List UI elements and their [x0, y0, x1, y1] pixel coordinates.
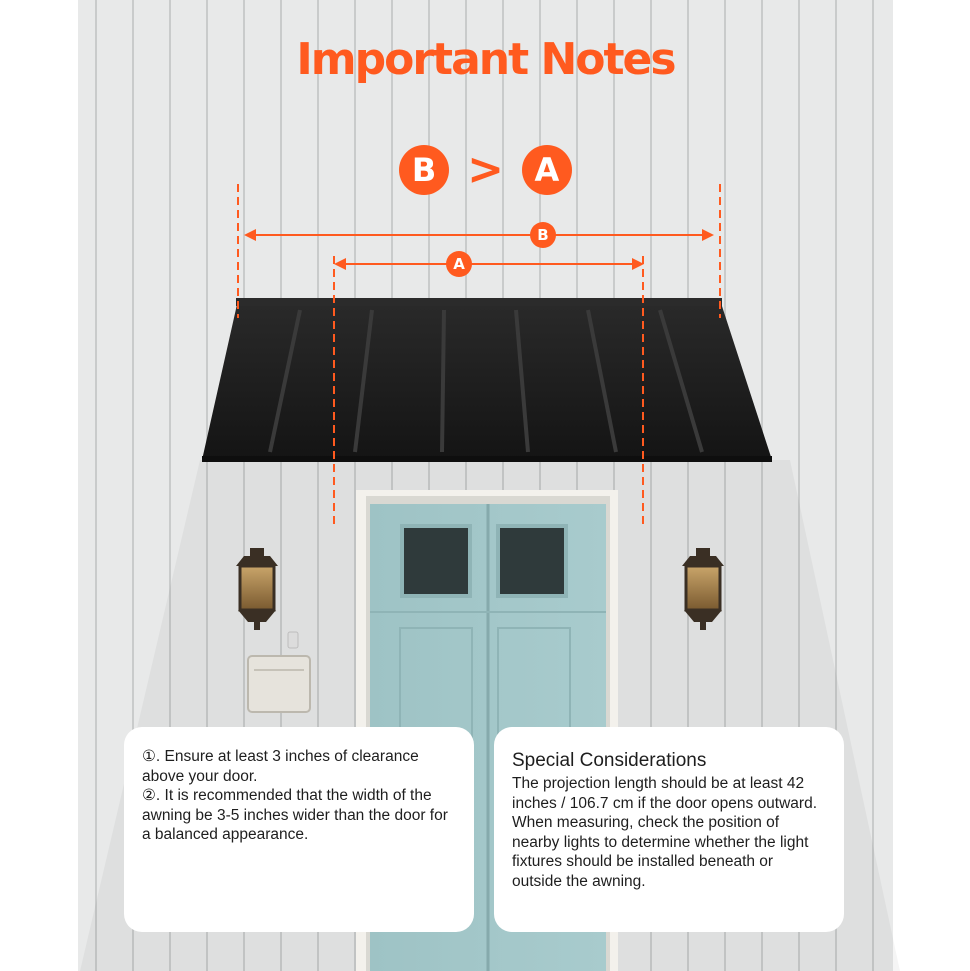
note-item-2: [142, 786, 456, 845]
label-a-badge: A: [522, 145, 572, 195]
dimension-b-label: B: [530, 222, 556, 248]
consideration-paragraph: The projection length should be at least 42 inches / 106.7 cm if the door opens outward.: [512, 775, 818, 812]
note-marker: ②: [142, 787, 156, 805]
size-relation: [78, 140, 893, 200]
mailbox: [248, 656, 310, 712]
greater-than-symbol: >: [467, 144, 504, 195]
awning: [202, 298, 772, 462]
installation-notes-card: [124, 727, 474, 932]
note-item-1: [142, 747, 456, 786]
dimension-a-label: A: [446, 251, 472, 277]
special-considerations-card: [494, 727, 844, 932]
note-marker: ①: [142, 748, 156, 765]
note-text: . It is recommended that the width of the awning be 3-5 inches wider than the door for a balanced appearance.: [142, 787, 448, 844]
consideration-paragraph: When measuring, check the position of nearby lights to determine whether the light fixtures should be installed beneath or outside the awning.: [512, 814, 809, 890]
label-b-badge: B: [399, 145, 449, 195]
note-text: . Ensure at least 3 inches of clearance above your door.: [142, 748, 419, 785]
page-title: Important Notes: [296, 34, 675, 85]
special-considerations-heading: Special Considerations: [512, 750, 707, 771]
